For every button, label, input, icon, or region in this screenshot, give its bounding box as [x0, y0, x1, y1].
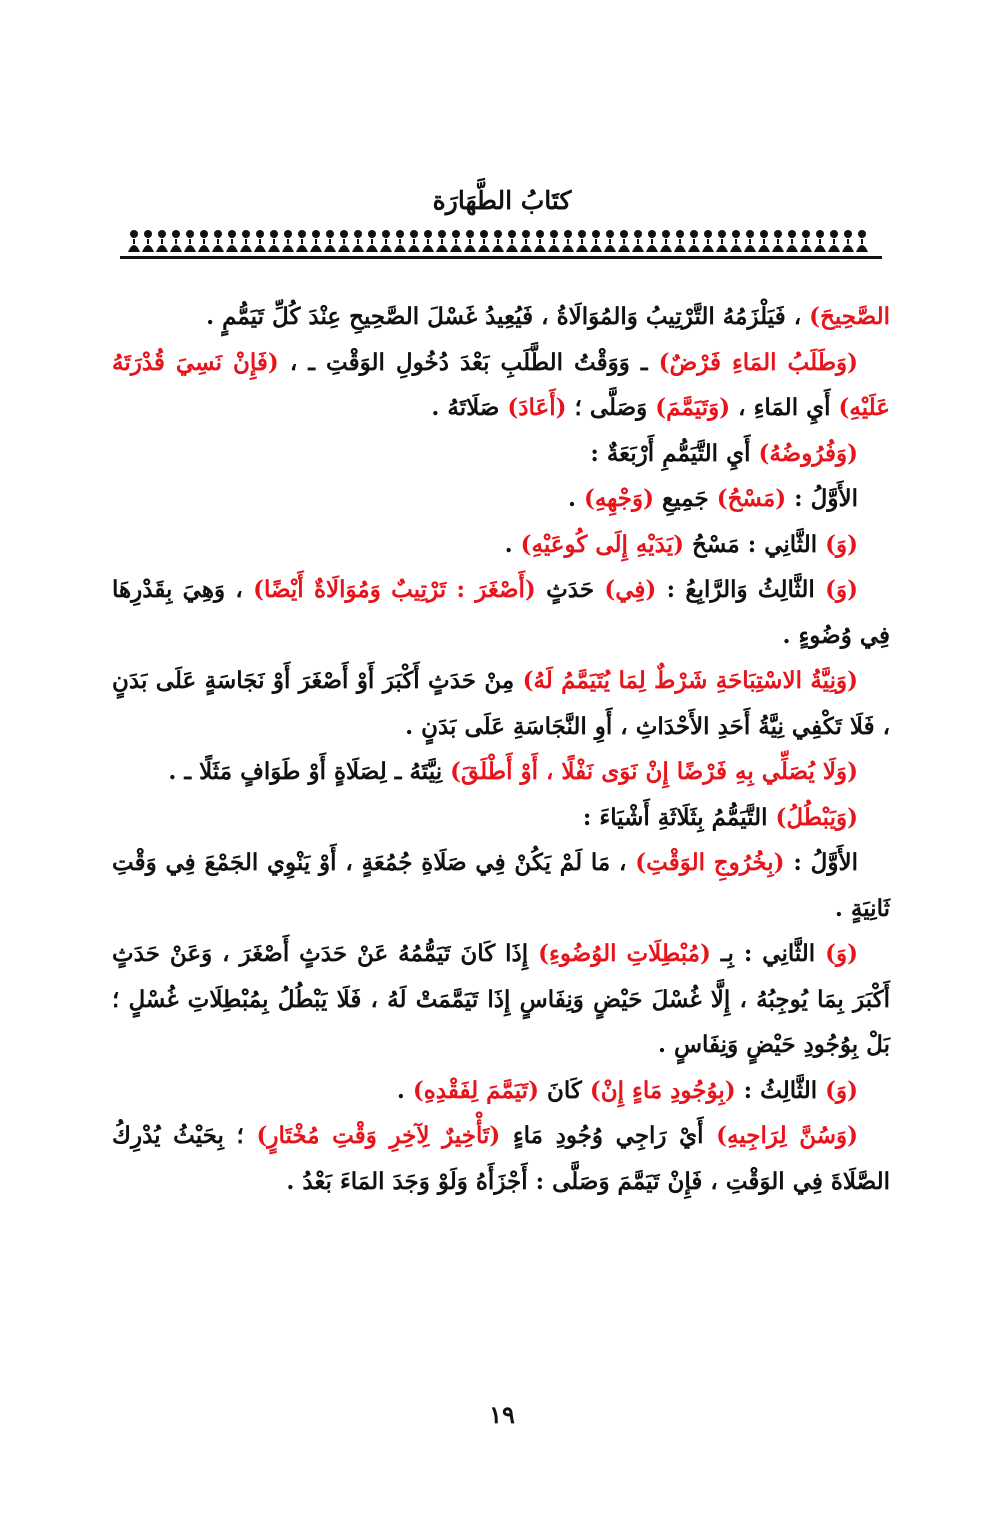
- matn-text: (وَجْهِهِ): [583, 485, 654, 512]
- paragraph: [112, 840, 890, 931]
- paragraph: [112, 431, 890, 477]
- sharh-text: الثَّالِثُ وَالرَّابِعُ :: [656, 576, 826, 603]
- paragraph: [112, 795, 890, 841]
- paragraph: [112, 294, 890, 340]
- matn-text: (أَعَادَ): [507, 394, 567, 421]
- matn-text: (بِخُرُوجِ الوَقْتِ): [635, 849, 785, 876]
- sharh-text: ، وَهِيَ بِقَدْرِهَا فِي وُضُوءٍ .: [112, 576, 890, 649]
- sharh-text: إِذَا كَانَ تَيَمُّمُهُ عَنْ حَدَثٍ أَصْغَرَ ، وَعَنْ حَدَثٍ أَكْبَرَ بِمَا يُوجِبُهُ ، إِلَّا غُسْلَ حَيْضٍ وَنِفَاسٍ إِذَا تَيَمَّمَتْ لَهُ ، فَلَا يَبْطُلُ بِمُبْطِلَاتِ غُسْلٍ ؛ بَلْ بِوُجُودِ حَيْضٍ وَنِفَاسٍ .: [112, 940, 890, 1058]
- paragraph: [112, 658, 890, 749]
- matn-text: (مَسْحُ): [716, 485, 787, 512]
- sharh-text: ، فَيَلْزَمُهُ التَّرْتِيبُ وَالمُوَالَاةُ ، فَيُعِيدُ غَسْلَ الصَّحِيحِ عِنْدَ كُلِّ تَيَمُّمٍ .: [206, 303, 810, 330]
- paragraph: [112, 522, 890, 568]
- sharh-text: التَّيَمُّمُ بِثَلَاثَةِ أَشْيَاءَ :: [582, 803, 776, 831]
- matn-text: (وَنِيَّةُ الاسْتِبَاحَةِ شَرْطٌ لِمَا يُتَيَمَّمُ لَهُ): [522, 667, 858, 694]
- matn-text: (فِي): [604, 576, 657, 603]
- matn-text: (وَ): [825, 530, 858, 558]
- sharh-text: ، مَا لَمْ يَكُنْ فِي صَلَاةِ جُمُعَةٍ ، أَوْ يَنْوِي الجَمْعَ فِي وَقْتِ ثَانِيَةٍ .: [112, 849, 890, 922]
- sharh-text: الأَوَّلُ :: [786, 485, 858, 512]
- sharh-text: .: [396, 1076, 413, 1104]
- sharh-text: مِنْ حَدَثٍ أَكْبَرَ أَوْ أَصْغَرَ أَوْ نَجَاسَةٍ عَلَى بَدَنٍ ، فَلَا تَكْفِي نِيَّةُ أَحَدِ الأَحْدَاثِ ، أَوِ النَّجَاسَةِ عَلَى بَدَنٍ .: [112, 667, 890, 740]
- matn-text: (فَإِنْ نَسِيَ قُدْرَتَهُ عَلَيْهِ): [112, 348, 890, 421]
- sharh-text: نِيَّتَهُ ـ لِصَلَاةٍ أَوْ طَوَافٍ مَثَلًا ـ .: [168, 758, 451, 785]
- page-title: كتَابُ الطَّهَارَة: [432, 186, 572, 215]
- matn-text: (وَلَا يُصَلِّي بِهِ فَرْضًا إِنْ نَوَى نَفْلًا ، أَوْ أَطْلَقَ): [450, 758, 858, 785]
- sharh-text: صَلَاتَهُ .: [431, 394, 508, 421]
- sharh-text: كَانَ: [538, 1076, 590, 1104]
- sharh-text: .: [504, 530, 521, 558]
- sharh-text: .: [567, 485, 584, 512]
- matn-text: (وَطَلَبُ المَاءِ فَرْضٌ): [658, 348, 858, 376]
- sharh-text: الثَّانِي : بِـ: [710, 940, 826, 967]
- matn-text: (وَفُرُوضُهُ): [758, 439, 858, 467]
- page-number: ١٩: [489, 1400, 515, 1429]
- sharh-text: جَمِيعِ: [653, 485, 717, 512]
- matn-text: (تَأْخِيرٌ لِآخِرِ وَقْتِ مُخْتَارٍ): [256, 1122, 501, 1149]
- matn-text: (وَ): [825, 940, 858, 967]
- matn-text: (أَصْغَرَ : تَرْتِيبٌ وَمُوَالَاةٌ أَيْضًا): [253, 576, 536, 603]
- matn-text: (وَ): [825, 576, 858, 603]
- sharh-text: أَيِ التَّيَمُّمِ أَرْبَعَةٌ :: [590, 439, 759, 467]
- matn-text: (وَتَيَمَّمَ): [655, 394, 731, 421]
- matn-text: (وَيَبْطُلُ): [775, 803, 858, 831]
- paragraph: [112, 749, 890, 795]
- sharh-text: أَيِ المَاءِ ،: [730, 394, 839, 421]
- matn-text: (بِوُجُودِ مَاءٍ إِنْ): [589, 1076, 736, 1104]
- sharh-text: أَيْ رَاجِي وُجُودِ مَاءٍ: [500, 1122, 717, 1149]
- paragraph: [112, 476, 890, 522]
- matn-text: الصَّحِيحَ): [809, 303, 890, 330]
- floral-border-icon: [120, 226, 882, 260]
- paragraph: [112, 931, 890, 1068]
- matn-text: (يَدَيْهِ إِلَى كُوعَيْهِ): [520, 530, 684, 558]
- paragraph: [112, 1113, 890, 1204]
- sharh-text: ؛ بِحَيْثُ يُدْرِكُ الصَّلَاةَ فِي الوَقْتِ ، فَإِنْ تَيَمَّمَ وَصَلَّى : أَجْزَأَهُ وَلَوْ وَجَدَ المَاءَ بَعْدُ .: [112, 1122, 890, 1195]
- paragraph: [112, 567, 890, 658]
- sharh-text: ـ وَوَقْتُ الطَّلَبِ بَعْدَ دُخُولِ الوَقْتِ ـ ،: [278, 348, 659, 376]
- matn-text: (مُبْطِلَاتِ الوُضُوءِ): [538, 940, 711, 967]
- paragraph: [112, 1068, 890, 1114]
- sharh-text: الأَوَّلُ :: [784, 849, 858, 876]
- main-text: [112, 294, 890, 1204]
- sharh-text: حَدَثٍ: [535, 576, 605, 603]
- sharh-text: وَصَلَّى ؛: [566, 394, 656, 421]
- matn-text: (تَيَمَّمَ لِفَقْدِهِ): [412, 1076, 539, 1104]
- matn-text: (وَسُنَّ لِرَاجِيهِ): [716, 1122, 858, 1149]
- paragraph: [112, 340, 890, 431]
- matn-text: (وَ): [825, 1076, 858, 1104]
- sharh-text: الثَّالِثُ :: [735, 1076, 826, 1104]
- sharh-text: الثَّانِي : مَسْحُ: [684, 530, 826, 558]
